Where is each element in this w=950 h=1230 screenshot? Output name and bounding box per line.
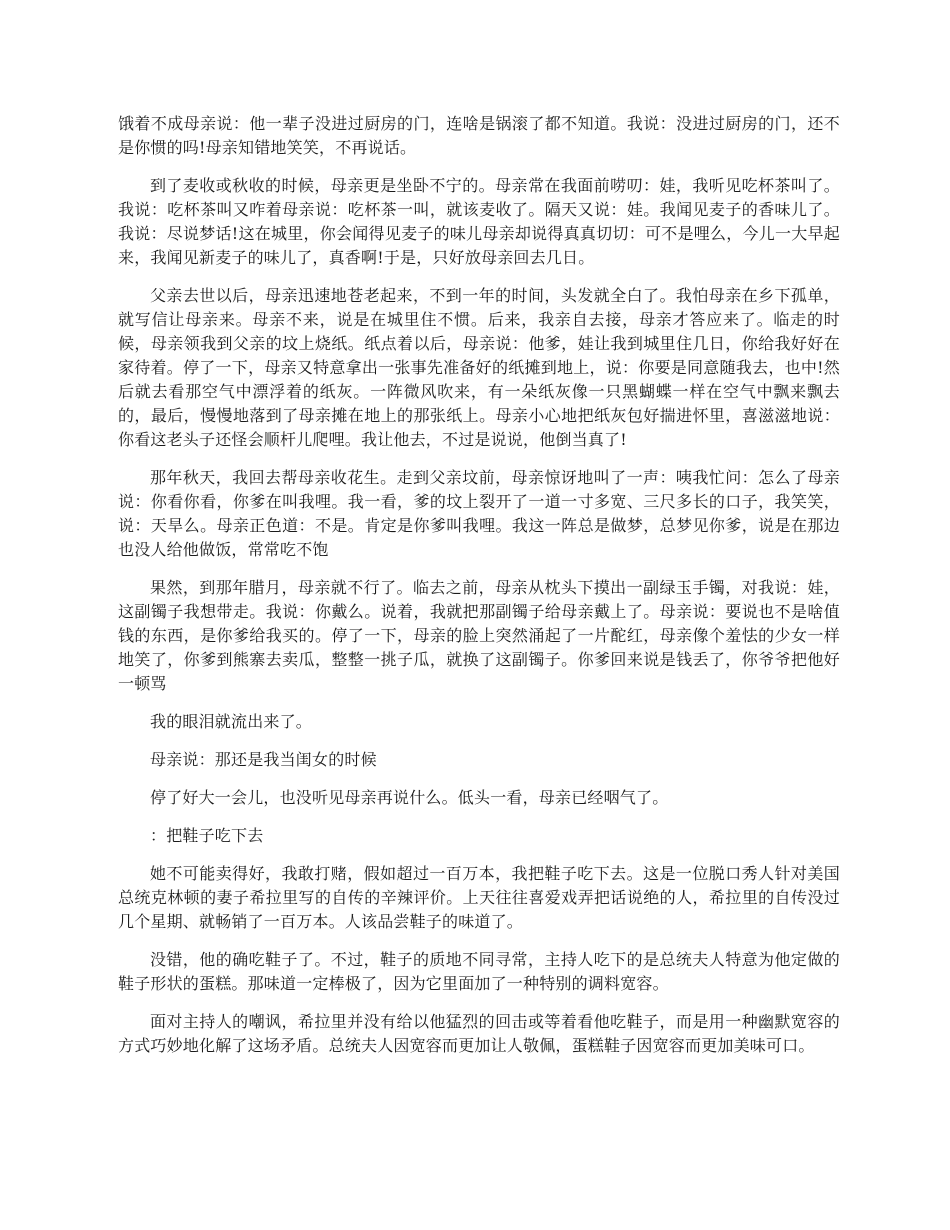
paragraph: 饿着不成母亲说：他一辈子没进过厨房的门，连啥是锅滚了都不知道。我说：没进过厨房的门，还不是你惯的吗!母亲知错地笑笑，不再说话。 <box>118 114 840 157</box>
paragraph: 她不可能卖得好，我敢打赌，假如超过一百万本，我把鞋子吃下去。这是一位脱口秀人针对美国总统克林顿的妻子希拉里写的自传的辛辣评价。上天往往喜爱戏弄把话说绝的人，希拉里的自传没过几个星期、就畅销了一百万本。人该品尝鞋子的味道了。 <box>118 864 840 931</box>
paragraph: 父亲去世以后，母亲迅速地苍老起来，不到一年的时间，头发就全白了。我怕母亲在乡下孤单，就写信让母亲来。母亲不来，说是在城里住不惯。后来，我亲自去接，母亲才答应来了。临走的时候，母亲领我到父亲的坟上烧纸。纸点着以后，母亲说：他爹，娃让我到城里住几日，你给我好好在家待着。停了一下，母亲又特意拿出一张事先准备好的纸摊到地上，说：你要是同意随我去，也中!然后就去看那空气中漂浮着的纸灰。一阵微风吹来，有一朵纸灰像一只黑蝴蝶一样在空气中飘来飘去的，最后，慢慢地落到了母亲摊在地上的那张纸上。母亲小心地把纸灰包好揣进怀里，喜滋滋地说：你看这老头子还怪会顺杆儿爬哩。我让他去，不过是说说，他倒当真了! <box>118 286 840 449</box>
paragraph: 我的眼泪就流出来了。 <box>150 712 313 731</box>
section-heading: ：把鞋子吃下去 <box>150 826 264 845</box>
paragraph: 果然，到那年腊月，母亲就不行了。临去之前，母亲从枕头下摸出一副绿玉手镯，对我说：娃，这副镯子我想带走。我说：你戴么。说着，我就把那副镯子给母亲戴上了。母亲说：要说也不是啥值钱的东西，是你爹给我买的。停了一下，母亲的脸上突然涌起了一片酡红，母亲像个羞怯的少女一样地笑了，你爹到熊寨去卖瓜，整整一挑子瓜，就换了这副镯子。你爹回来说是钱丢了，你爷爷把他好一顿骂 <box>118 578 840 693</box>
paragraph: 停了好大一会儿，也没听见母亲再说什么。低头一看，母亲已经咽气了。 <box>150 788 669 807</box>
paragraph: 没错，他的确吃鞋子了。不过，鞋子的质地不同寻常，主持人吃下的是总统夫人特意为他定做的鞋子形状的蛋糕。那味道一定棒极了，因为它里面加了一种特别的调料宽容。 <box>118 950 840 993</box>
paragraph: 到了麦收或秋收的时候，母亲更是坐卧不宁的。母亲常在我面前唠叨：娃，我听见吃杯茶叫了。我说：吃杯茶叫又咋着母亲说：吃杯茶一叫，就该麦收了。隔天又说：娃。我闻见麦子的香味儿了。我说：尽说梦话!这在城里，你会闻得见麦子的味儿母亲却说得真真切切：可不是哩么，今儿一大早起来，我闻见新麦子的味儿了，真香啊!于是，只好放母亲回去几日。 <box>118 176 840 267</box>
paragraph: 母亲说：那还是我当闺女的时候 <box>150 750 377 769</box>
paragraph: 那年秋天，我回去帮母亲收花生。走到父亲坟前，母亲惊讶地叫了一声：咦我忙问：怎么了母亲说：你看你看，你爹在叫我哩。我一看，爹的坟上裂开了一道一寸多宽、三尺多长的口子，我笑笑，说：天旱么。母亲正色道：不是。肯定是你爹叫我哩。我这一阵总是做梦，总梦见你爹，说是在那边也没人给他做饭，常常吃不饱 <box>118 468 840 559</box>
document-body <box>118 112 840 1072</box>
paragraph: 面对主持人的嘲讽，希拉里并没有给以他猛烈的回击或等着看他吃鞋子，而是用一种幽默宽容的方式巧妙地化解了这场矛盾。总统夫人因宽容而更加让人敬佩，蛋糕鞋子因宽容而更加美味可口。 <box>118 1012 840 1055</box>
